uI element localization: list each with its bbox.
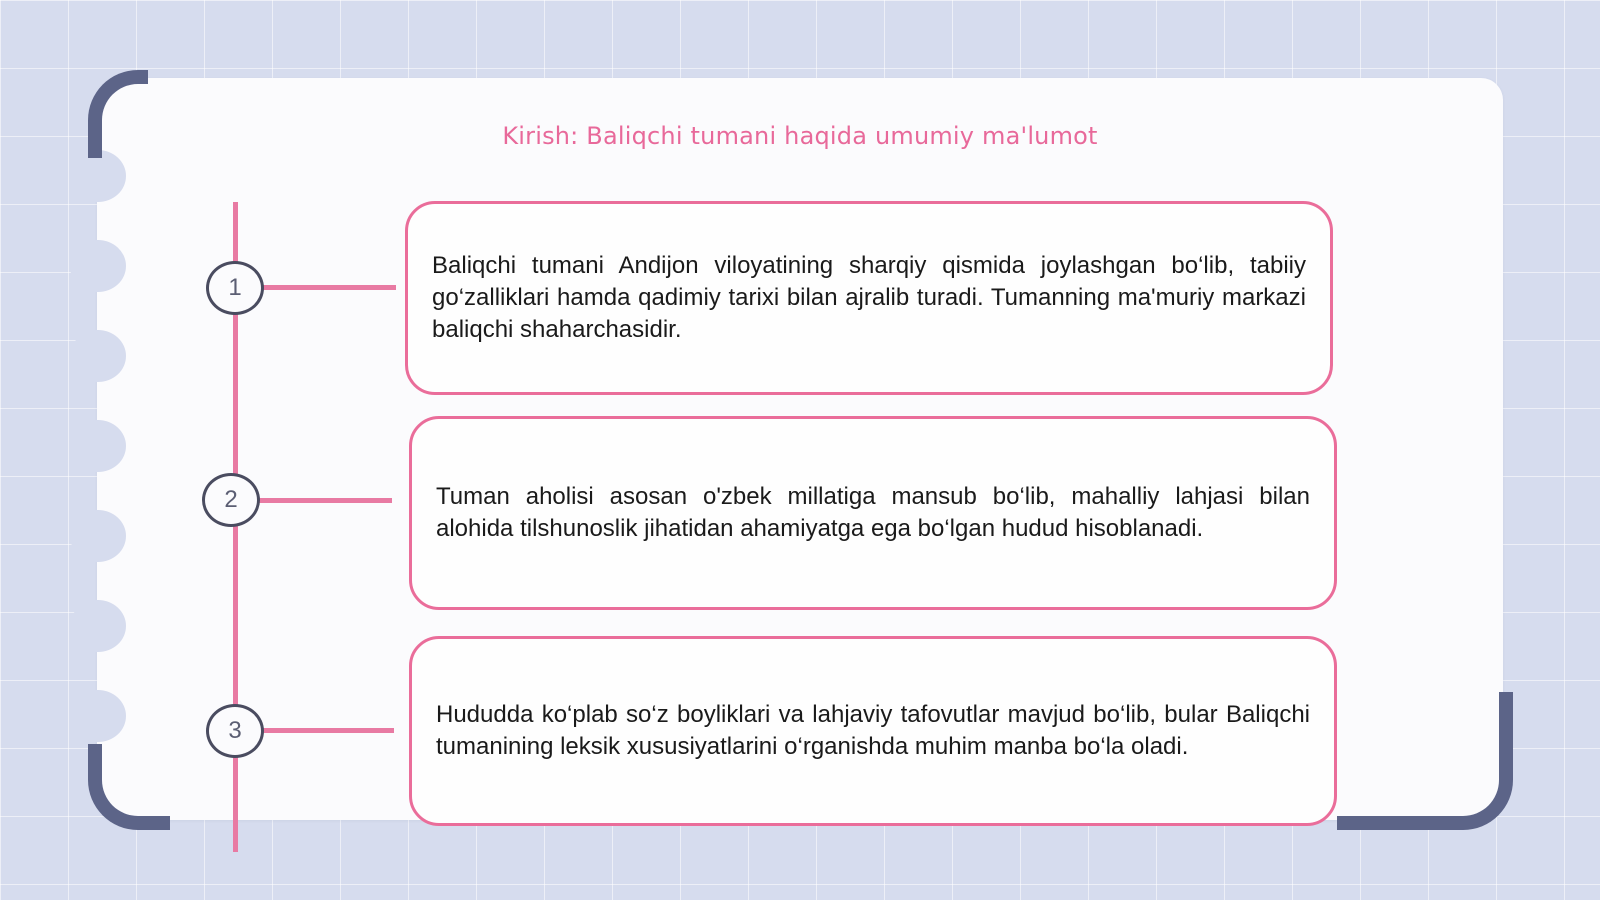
- corner-bracket-top-left: [88, 70, 148, 158]
- paper-scallop: [70, 330, 126, 382]
- step-number-3: 3: [206, 704, 264, 758]
- timeline-connector-2: [258, 498, 392, 503]
- info-card-text: Baliqchi tumani Andijon viloyatining sharqiy qismida joylashgan bo‘lib, tabiiy go‘zalliklari hamda qadimiy tarixi bilan ajralib turadi. Tumanning ma'muriy markazi baliqchi shaharchasidir.: [432, 252, 1306, 343]
- paper-scallop: [70, 600, 126, 652]
- paper-scallop: [70, 690, 126, 742]
- info-card-text: Hududda ko‘plab so‘z boyliklari va lahjaviy tafovutlar mavjud bo‘lib, bular Baliqchi tumanining leksik xususiyatlarini o‘rganishda muhim manba bo‘la oladi.: [436, 701, 1310, 760]
- corner-bracket-bottom-left: [88, 744, 170, 830]
- info-card-2: [409, 416, 1337, 610]
- info-card-3: [409, 636, 1337, 826]
- paper-scallop: [70, 510, 126, 562]
- step-number-2: 2: [202, 473, 260, 527]
- corner-bracket-bottom-right: [1337, 692, 1513, 830]
- timeline-connector-3: [262, 728, 394, 733]
- paper-scallop: [70, 420, 126, 472]
- info-card-1: [405, 201, 1333, 395]
- page-title: Kirish: Baliqchi tumani haqida umumiy ma'lumot: [502, 122, 1098, 150]
- paper-scallop: [70, 240, 126, 292]
- timeline-connector-1: [262, 285, 396, 290]
- step-number-1: 1: [206, 261, 264, 315]
- info-card-text: Tuman aholisi asosan o'zbek millatiga mansub bo‘lib, mahalliy lahjasi bilan alohida tilshunoslik jihatidan ahamiyatga ega bo‘lgan hudud hisoblanadi.: [436, 483, 1310, 542]
